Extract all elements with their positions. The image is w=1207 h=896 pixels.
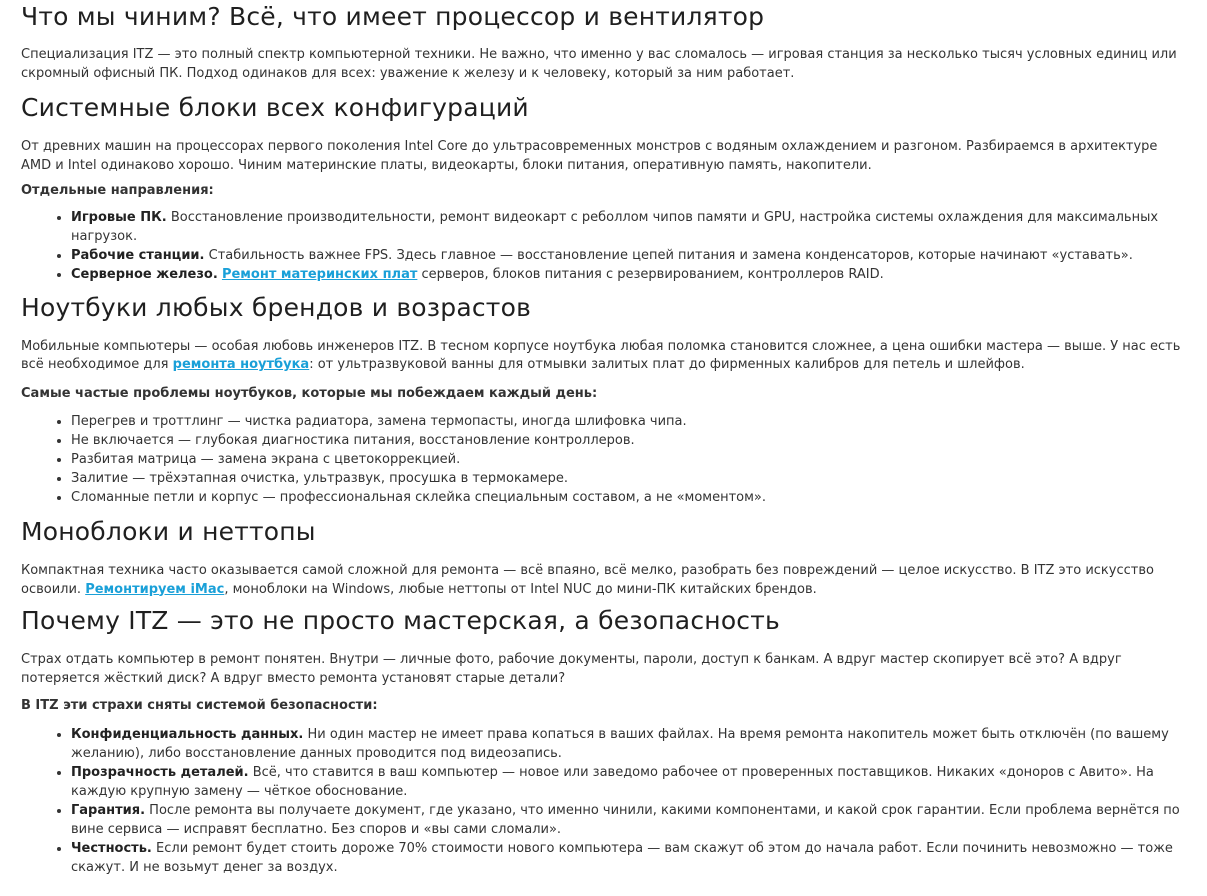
motherboard-repair-link[interactable]: Ремонт материнских плат [221, 266, 418, 282]
list-item-text: Если ремонт будет стоить дороже 70% стоимости нового компьютера — вам скажут об этом до начала работ. Если починить невозможно — тоже скажут. И не возьмут денег за воздух. [71, 840, 1173, 875]
list-item [71, 265, 1187, 284]
list-item-text: Стабильность важнее FPS. Здесь главное — восстановление цепей питания и замена конденсаторов, которые начинают «уставать». [204, 247, 1133, 263]
list-item [71, 208, 1187, 246]
list-item-title: Прозрачность деталей. [71, 764, 249, 780]
section-heading-security: Почему ITZ — это не просто мастерская, а безопасность [21, 606, 780, 635]
list-item [71, 801, 1187, 839]
section-paragraph [21, 338, 1187, 375]
list-item-text: серверов, блоков питания с резервированием, контроллеров RAID. [417, 266, 884, 282]
security-list [21, 725, 1187, 877]
list-item-text: Всё, что ставится в ваш компьютер — новое или заведомо рабочее от проверенных поставщиков. Никаких «доноров с Авито». На каждую крупную замену — чёткое обоснование. [71, 764, 1154, 799]
section-heading-monoblocks: Моноблоки и неттопы [21, 517, 316, 546]
list-item-text: Восстановление производительности, ремонт видеокарт с реболлом чипов памяти и GPU, настройка системы охлаждения для максимальных нагрузок. [71, 209, 1159, 244]
paragraph-text: Компактная техника часто оказывается самой сложной для ремонта — всё впаяно, всё мелко, разобрать без повреждений — целое искусство. В ITZ это искусство освоили. [21, 563, 1154, 597]
imac-repair-link[interactable]: Ремонтируем iMac [85, 581, 225, 597]
list-item-title: Гарантия. [71, 802, 146, 818]
section-paragraph: Страх отдать компьютер в ремонт понятен. Внутри — личные фото, рабочие документы, пароли, доступ к банкам. А вдруг мастер скопирует всё это? А вдруг потеряется жёсткий диск? А вдруг вместо ремонта установят старые детали? [21, 652, 1122, 686]
list-item-title: Конфиденциальность данных. [71, 726, 304, 742]
list-item [71, 725, 1187, 763]
list-item-text: После ремонта вы получаете документ, где указано, что именно чинили, какими компонентами, и какой срок гарантии. Если проблема вернётся по вине сервиса — исправят бесплатно. Без споров и «вы сами сломали». [71, 802, 1180, 837]
list-item-title: Честность. [71, 840, 152, 856]
paragraph-text: Мобильные компьютеры — особая любовь инженеров ITZ. В тесном корпусе ноутбука любая поломка становится сложнее, а цена ошибки мастера — выше. У нас есть всё необходимое для [21, 338, 1181, 372]
list-item-title: Рабочие станции. [71, 247, 205, 263]
list-item-title: Серверное железо. [71, 266, 218, 282]
list-lead: В ITZ эти страхи сняты системой безопасности: [21, 698, 378, 713]
list-lead: Самые частые проблемы ноутбуков, которые мы побеждаем каждый день: [21, 385, 598, 401]
list-item: • Не включается — глубокая диагностика питания, восстановление контроллеров. [71, 431, 1187, 450]
paragraph-text: : от ультразвуковой ванны для отмывки залитых плат до фирменных калибров для петель и шлейфов. [309, 357, 1025, 372]
list-item: • Разбитая матрица — замена экрана с цветокоррекцией. [71, 450, 1187, 469]
paragraph-text: , моноблоки на Windows, любые неттопы от Intel NUC до мини-ПК китайских брендов. [224, 581, 817, 597]
list-lead: Отдельные направления: [21, 183, 214, 198]
laptop-repair-link[interactable]: ремонта ноутбука [172, 357, 310, 372]
section-heading-what-we-repair: Что мы чиним? Всё, что имеет процессор и вентилятор [21, 2, 765, 31]
list-item-text: Ни один мастер не имеет права копаться в ваших файлах. На время ремонта накопитель может быть отключён (по вашему желанию), либо восстановление данных проводится под видеозапись. [71, 726, 1169, 761]
section-heading-system-units: Системные блоки всех конфигураций [21, 93, 529, 122]
list-item [71, 763, 1187, 801]
section-paragraph: Специализация ITZ — это полный спектр компьютерной техники. Не важно, что именно у вас сломалось — игровая станция за несколько тысяч условных единиц или скромный офисный ПК. Подход одинаков для всех: уважение к железу и к человеку, который за ним работает. [21, 47, 1177, 81]
article [0, 1, 1207, 877]
list-item: • Перегрев и троттлинг — чистка радиатора, замена термопасты, иногда шлифовка чипа. [71, 412, 1187, 431]
section-paragraph: От древних машин на процессорах первого поколения Intel Core до ультрасовременных монстров с водяным охлаждением и разгоном. Разбираемся в архитектуре AMD и Intel одинаково хорошо. Чиним материнские платы, видеокарты, блоки питания, оперативную память, накопители. [21, 139, 1158, 173]
list-item [71, 246, 1187, 265]
directions-list [21, 208, 1187, 284]
list-item: • Сломанные петли и корпус — профессиональная склейка специальным составом, а не «моментом». [71, 488, 1187, 507]
laptop-problems-list [21, 412, 1187, 507]
list-item-title: Игровые ПК. [71, 209, 167, 225]
list-item [71, 839, 1187, 877]
section-paragraph [21, 562, 1187, 599]
list-item: • Залитие — трёхэтапная очистка, ультразвук, просушка в термокамере. [71, 469, 1187, 488]
section-heading-laptops: Ноутбуки любых брендов и возрастов [21, 292, 531, 322]
